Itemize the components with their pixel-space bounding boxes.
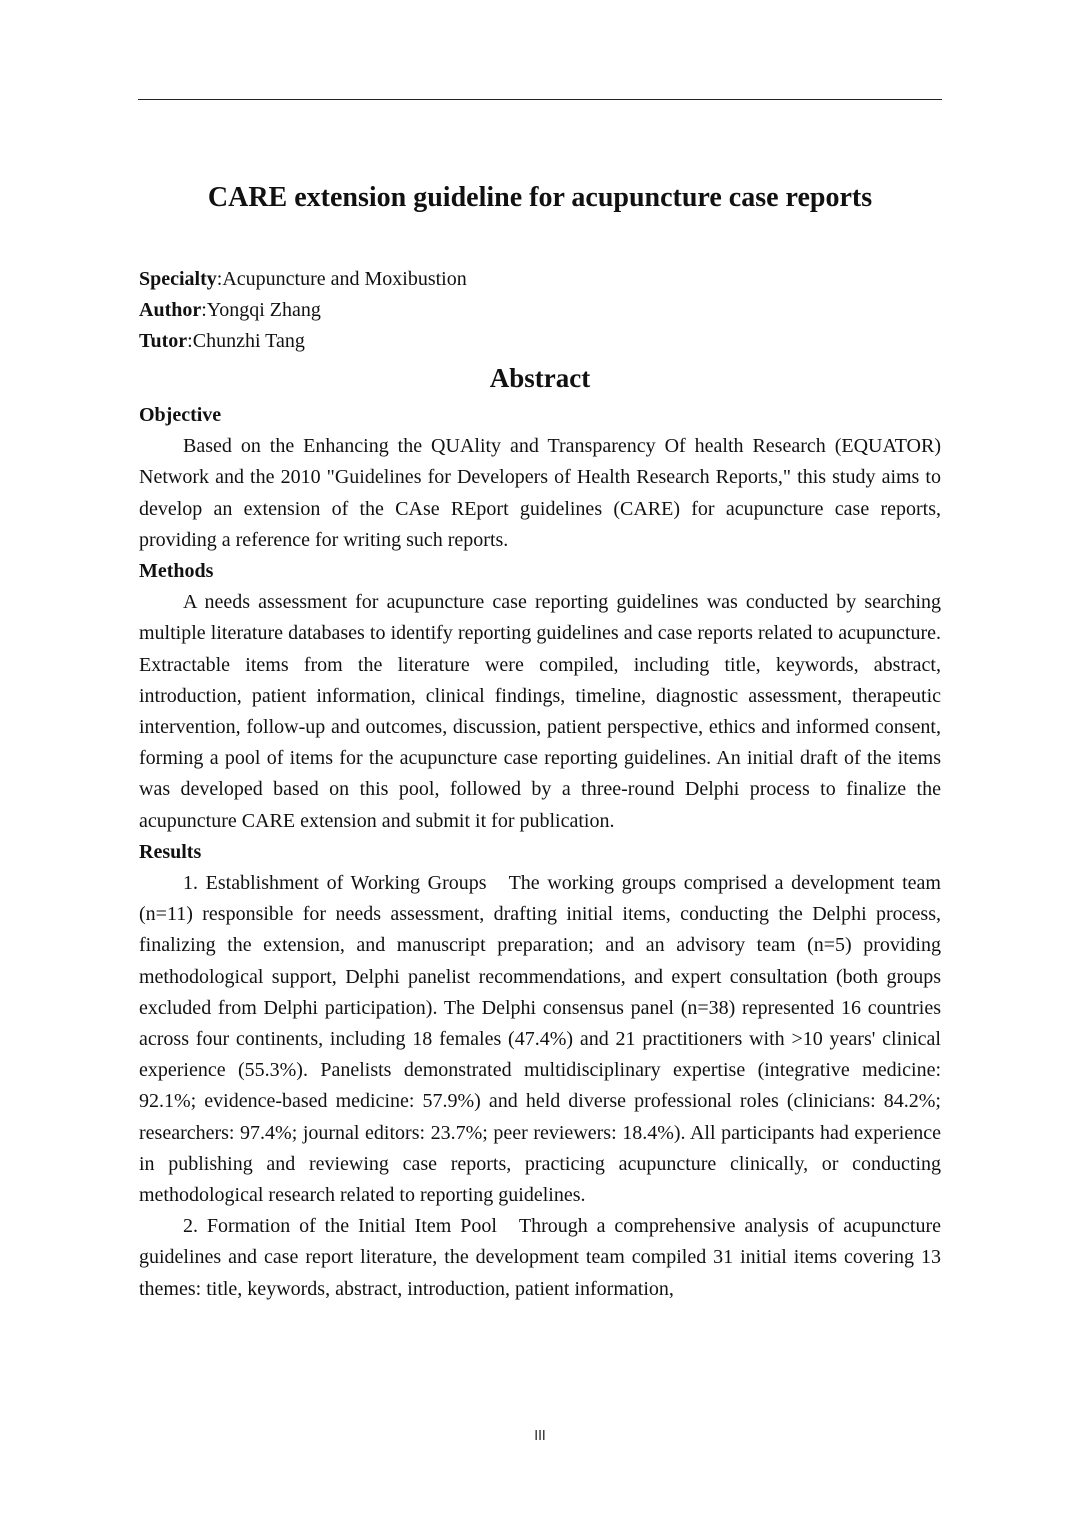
results-item-2-title: 2. Formation of the Initial Item Pool bbox=[183, 1215, 497, 1238]
abstract-heading: Abstract bbox=[489, 363, 591, 393]
results-item-2-text: Through a comprehensive analysis of acupuncture guidelines and case report literature, the development team compiled 31 initial items covering 13 themes: title, keywords, abstract, introduction, patient information, bbox=[139, 1215, 941, 1300]
tutor-label: Tutor bbox=[139, 330, 188, 353]
author-line bbox=[139, 295, 941, 326]
results-item-1-text: The working groups comprised a development team (n=11) responsible for needs assessment, drafting initial items, conducting the Delphi process, finalizing the extension, and manuscript preparation; and an advisory team (n=5) providing methodological support, Delphi panelist recommendations, and expert consultation (both groups excluded from Delphi participation). The Delphi consensus panel (n=38) represented 16 countries across four continents, including 18 females (47.4%) and 21 practitioners with >10 years' clinical experience (55.3%). Panelists demonstrated multidisciplinary expertise (integrative medicine: 92.1%; evidence-based medicine: 57.9%) and held diverse professional roles (clinicians: 84.2%; researchers: 97.4%; journal editors: 23.7%; peer reviewers: 18.4%). All participants had experience in publishing and reviewing case reports, practicing acupuncture clinically, or conducting methodological research related to reporting guidelines. bbox=[139, 872, 941, 1207]
header-rule bbox=[138, 99, 942, 100]
tutor-line bbox=[139, 326, 941, 357]
methods-paragraph: A needs assessment for acupuncture case reporting guidelines was conducted by searching multiple literature databases to identify reporting guidelines and case reports related to acupuncture. Extractable items from the literature were compiled, including title, keywords, abstract, introduction, patient information, clinical findings, timeline, diagnostic assessment, therapeutic intervention, follow-up and outcomes, discussion, patient perspective, ethics and informed consent, forming a pool of items for the acupuncture case reporting guidelines. An initial draft of the items was developed based on this pool, followed by a three-round Delphi process to finalize the acupuncture CARE extension and submit it for publication. bbox=[139, 591, 941, 832]
thesis-meta bbox=[139, 264, 941, 358]
results-item-1 bbox=[139, 868, 941, 1211]
document-title: CARE extension guideline for acupuncture case reports bbox=[207, 182, 873, 213]
results-heading: Results bbox=[139, 840, 202, 863]
tutor-value: :Chunzhi Tang bbox=[187, 330, 305, 353]
methods-heading: Methods bbox=[139, 560, 214, 583]
objective-heading: Objective bbox=[139, 404, 222, 426]
specialty-value: :Acupuncture and Moxibustion bbox=[216, 268, 467, 290]
page-number: III bbox=[534, 1429, 546, 1444]
objective-paragraph: Based on the Enhancing the QUAlity and Transparency Of health Research (EQUATOR) Network and the 2010 "Guidelines for Developers of Health Research Reports," this study aims to develop an extension of the CAse REport guidelines (CARE) for acupuncture case reports, providing a reference for writing such reports. bbox=[139, 435, 941, 551]
results-item-2 bbox=[139, 1211, 941, 1305]
author-label: Author bbox=[139, 299, 202, 322]
abstract-body bbox=[139, 400, 941, 1305]
specialty-label: Specialty bbox=[139, 268, 217, 290]
specialty-line bbox=[139, 264, 941, 295]
results-item-1-title: 1. Establishment of Working Groups bbox=[183, 872, 487, 895]
author-value: :Yongqi Zhang bbox=[201, 299, 321, 322]
